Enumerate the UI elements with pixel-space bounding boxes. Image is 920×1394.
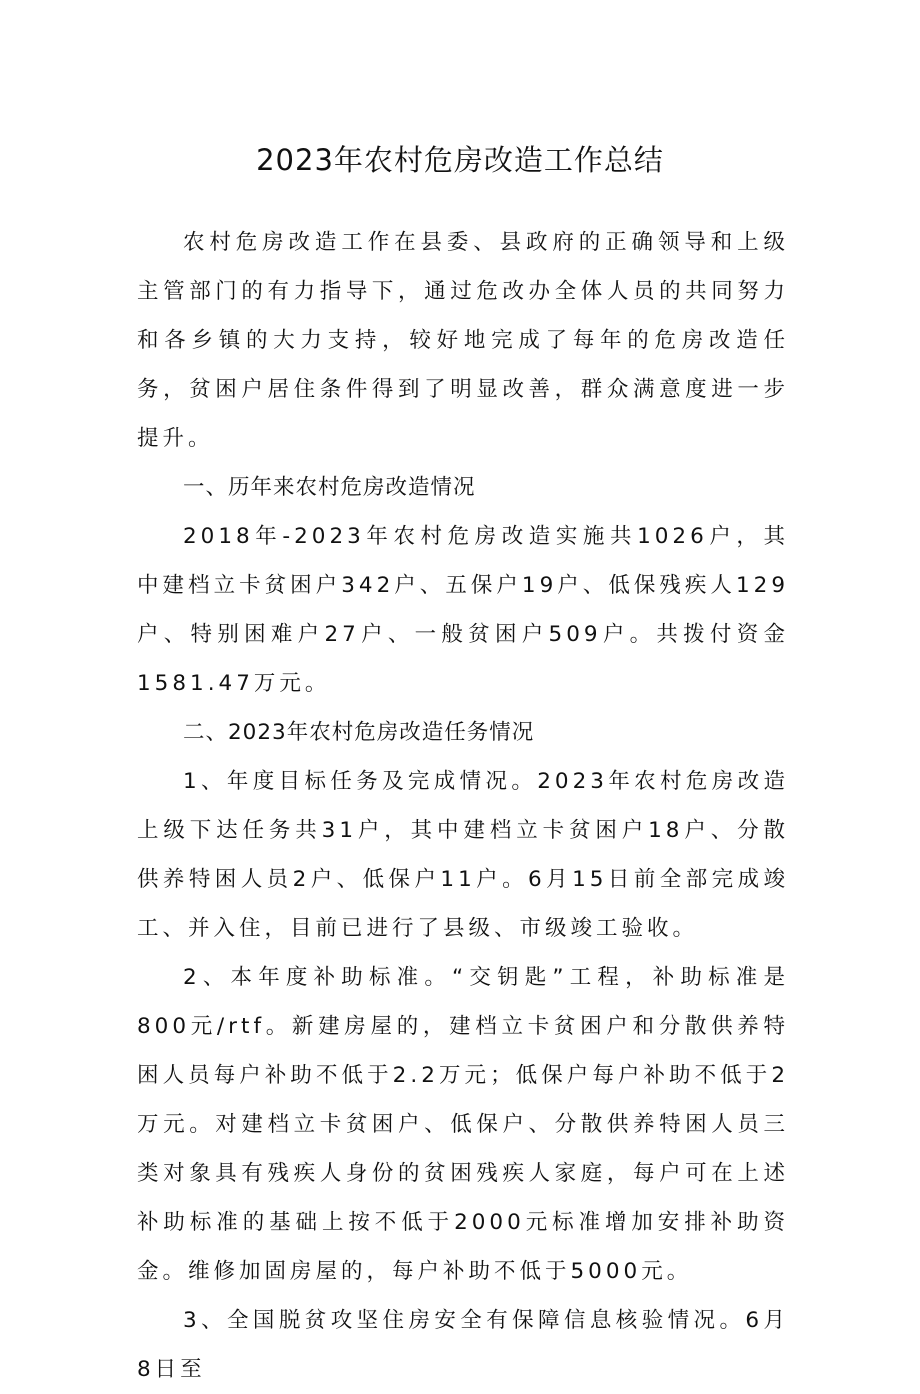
section1-paragraph: 2018年-2023年农村危房改造实施共1026户，其中建档立卡贫困户342户、五保户19户、低保残疾人129户、特别困难户27户、一般贫困户509户。共拨付资金1581.47万元。 — [137, 524, 789, 696]
section2-heading: 二、2023年农村危房改造任务情况 — [183, 720, 535, 745]
section2-item3: 3、全国脱贫攻坚住房安全有保障信息核验情况。6月8日至 — [137, 1308, 789, 1382]
section2-item2: 2、本年度补助标准。“交钥匙”工程，补助标准是800元/rtf。新建房屋的，建档立卡贫困户和分散供养特困人员每户补助不低于2.2万元；低保户每户补助不低于2万元。对建档立卡贫困户、低保户、分散供养特困人员三类对象具有残疾人身份的贫困残疾人家庭，每户可在上述补助标准的基础上按不低于2000元标准增加安排补助资金。维修加固房屋的，每户补助不低于5000元。 — [137, 965, 789, 1284]
section1-heading: 一、历年来农村危房改造情况 — [183, 475, 476, 500]
document-title: 2023年农村危房改造工作总结 — [256, 143, 664, 177]
document-body — [137, 218, 789, 1394]
intro-paragraph: 农村危房改造工作在县委、县政府的正确领导和上级主管部门的有力指导下，通过危改办全体人员的共同努力和各乡镇的大力支持，较好地完成了每年的危房改造任务，贫困户居住条件得到了明显改善，群众满意度进一步提升。 — [137, 230, 789, 451]
section2-item1: 1、年度目标任务及完成情况。2023年农村危房改造上级下达任务共31户，其中建档立卡贫困户18户、分散供养特困人员2户、低保户11户。6月15日前全部完成竣工、并入住，目前已进行了县级、市级竣工验收。 — [137, 769, 789, 941]
